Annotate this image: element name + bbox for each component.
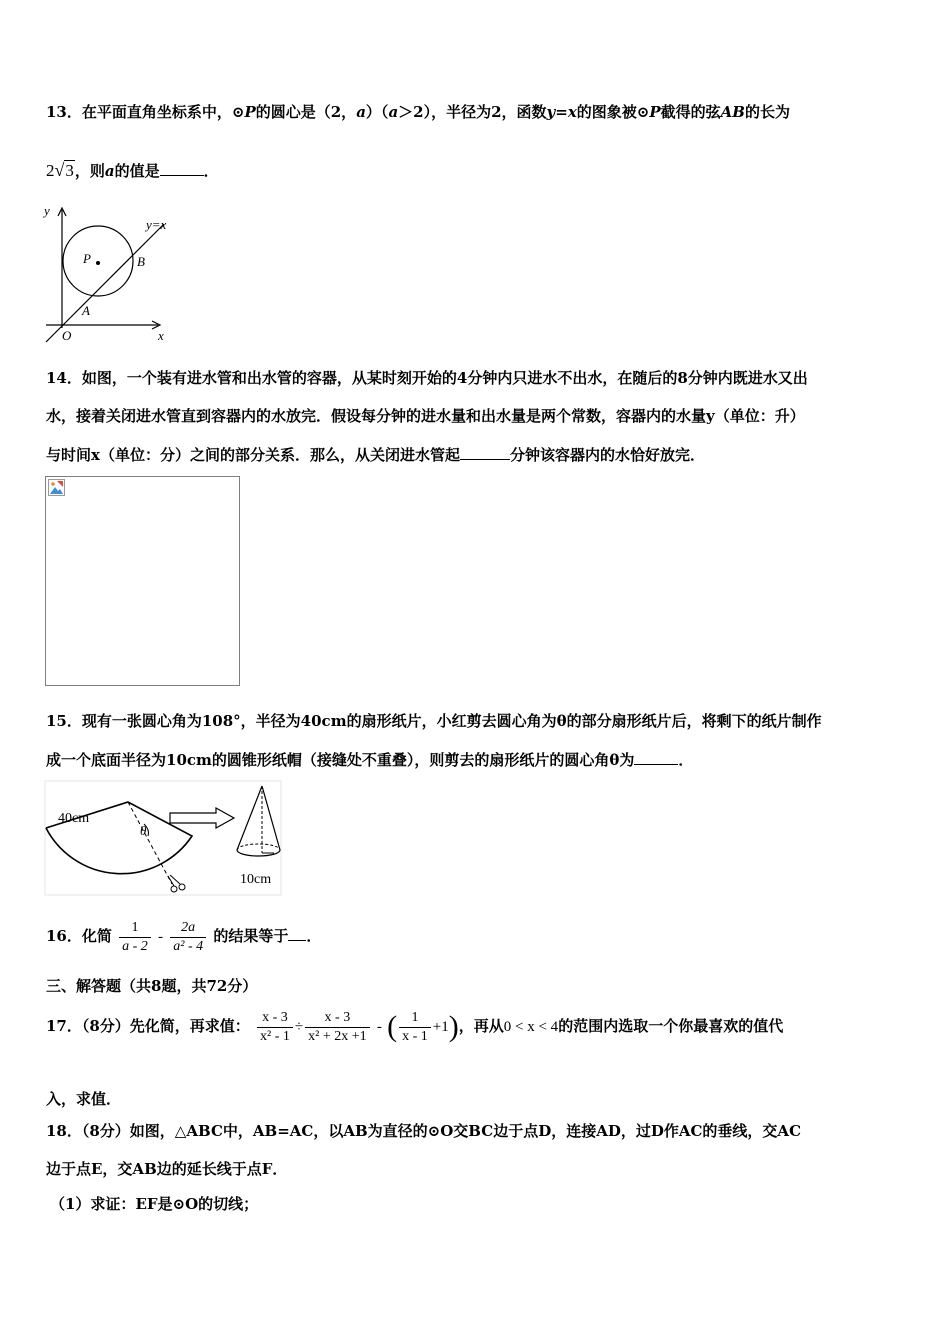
q15-answer-blank (634, 749, 678, 765)
q13-radical: 2√3 (46, 160, 74, 180)
q13-label-o: O (62, 328, 72, 343)
q13-text: 截得的弦 (660, 103, 721, 121)
q14-answer-blank (460, 444, 510, 460)
q16-fraction-2 (170, 919, 206, 956)
q16-f2-num: 2a (170, 919, 206, 938)
q15-cone (237, 786, 280, 856)
q15-figure (44, 780, 284, 898)
q17-range: 0 < x < 4 (503, 1019, 559, 1035)
q15-line1: 15．现有一张圆心角为108°，半径为40cm的扇形纸片，小红剪去圆心角为θ的部分扇形纸片后，将剩下的纸片制作 (46, 712, 822, 730)
q17-fraction-1 (257, 1009, 293, 1046)
q15-label-base: 10cm (240, 872, 272, 887)
q13-label-y: y (44, 203, 50, 218)
q13-text: 13．在平面直角坐标系中，⊙ (46, 103, 245, 121)
q15-arrow-icon (170, 808, 234, 828)
q16-minus: - (158, 929, 164, 945)
q17-text: 的范围内选取一个你最喜欢的值代 (558, 1017, 784, 1035)
q13-label-line: y=x (146, 217, 167, 232)
q14-text: 与时间x（单位：分）之间的部分关系．那么，从关闭进水管起 (46, 446, 460, 464)
q13-text: ． (203, 162, 219, 180)
q14-line3 (46, 444, 705, 465)
q13-line-y-eq-x (46, 224, 164, 342)
q16-f1-den: a - 2 (122, 938, 148, 954)
q16-answer-blank (288, 925, 306, 941)
q17-f1-num: x - 3 (257, 1009, 293, 1028)
q14-line1: 14．如图，一个装有进水管和出水管的容器，从某时刻开始的4分钟内只进水不出水，在随后的8分钟内既进水又出 (46, 369, 808, 387)
q13-text: ，则 (74, 162, 105, 180)
q13-text: 的值是 (114, 162, 160, 180)
q17-plus-one: +1 (432, 1019, 449, 1035)
q13-var-a: a (356, 103, 366, 121)
q16-f1-num: 1 (119, 919, 151, 938)
q13-var-a: a (104, 162, 115, 180)
q17-f3-den: x - 1 (402, 1028, 428, 1044)
q18-line1: 18．（8分）如图，△ABC中，AB=AC，以AB为直径的⊙O交BC边于点D，连接AD，过D作AC的垂线，交AC (46, 1122, 802, 1140)
q13-label-x: x (158, 328, 164, 343)
q13-figure (40, 200, 180, 345)
q13-var-p: P (244, 103, 256, 121)
q16-fraction-1 (119, 919, 151, 956)
q13-text: 的图象被⊙ (576, 103, 650, 121)
q13-text: ）（ (365, 103, 389, 121)
q15-label-theta: θ (140, 823, 147, 838)
q17-line2: 入，求值． (46, 1090, 122, 1108)
q13-text: 的圆心是（2， (255, 103, 357, 121)
q17-fraction-3 (399, 1009, 431, 1046)
q13-label-a: A (82, 303, 90, 318)
q17-paren-left: ( (387, 1010, 398, 1043)
q17-minus: - (376, 1019, 382, 1035)
q13-text: ＞2），半径为2，函数 (398, 103, 547, 121)
q13-radicand: 3 (65, 161, 74, 180)
q16-text: 的结果等于 (213, 927, 289, 945)
q18-line3: （1）求证：EF是⊙O的切线； (50, 1195, 259, 1213)
q17-text: ，再从 (458, 1017, 504, 1035)
q13-var-a: a (388, 103, 399, 121)
q16-line (46, 916, 321, 957)
q13-radical-coef: 2 (46, 161, 55, 180)
q13-text: 的长为 (744, 103, 790, 121)
q16-text: ． (306, 927, 322, 945)
q17-line1 (46, 1004, 783, 1049)
q16-text: 16．化简 (46, 927, 112, 945)
q17-fraction-2 (305, 1009, 370, 1046)
q15-text: ． (678, 751, 694, 769)
q17-paren-right: ) (448, 1010, 459, 1043)
q14-text: 分钟该容器内的水恰好放完． (509, 446, 705, 464)
q17-f1-den: x² - 1 (260, 1028, 290, 1044)
q17-f3-num: 1 (399, 1009, 431, 1028)
q16-f2-den: a² - 4 (173, 938, 204, 954)
q13-var-p: P (649, 103, 661, 121)
q13-line2 (46, 160, 219, 181)
q13-label-b: B (137, 254, 145, 269)
q13-chord: AB (720, 103, 745, 121)
q14-line2: 水，接着关闭进水管直到容器内的水放完．假设每分钟的进水量和出水量是两个常数，容器内的水量y（单位：升） (46, 407, 805, 425)
q15-text: 成一个底面半径为10cm的圆锥形纸帽（接缝处不重叠），则剪去的扇形纸片的圆心角θ为 (46, 751, 635, 769)
q14-image-placeholder (45, 476, 240, 686)
q13-label-p: P (83, 251, 91, 266)
q13-answer-blank (160, 160, 204, 176)
q17-f2-num: x - 3 (305, 1009, 370, 1028)
q15-line2 (46, 749, 693, 770)
q17-divide: ÷ (294, 1019, 304, 1035)
q17-f2-den: x² + 2x +1 (308, 1028, 367, 1044)
q17-text: 17．（8分）先化简，再求值： (46, 1017, 250, 1035)
q15-label-radius: 40cm (58, 811, 90, 826)
section-3-title: 三、解答题（共8题，共72分） (46, 977, 258, 995)
q13-center-dot (96, 261, 100, 265)
broken-image-icon (48, 479, 66, 497)
q13-line1 (46, 102, 790, 122)
scissors-icon (168, 875, 185, 892)
q18-line2: 边于点E，交AB边的延长线于点F． (46, 1160, 288, 1178)
q13-function: y=x (546, 103, 577, 121)
